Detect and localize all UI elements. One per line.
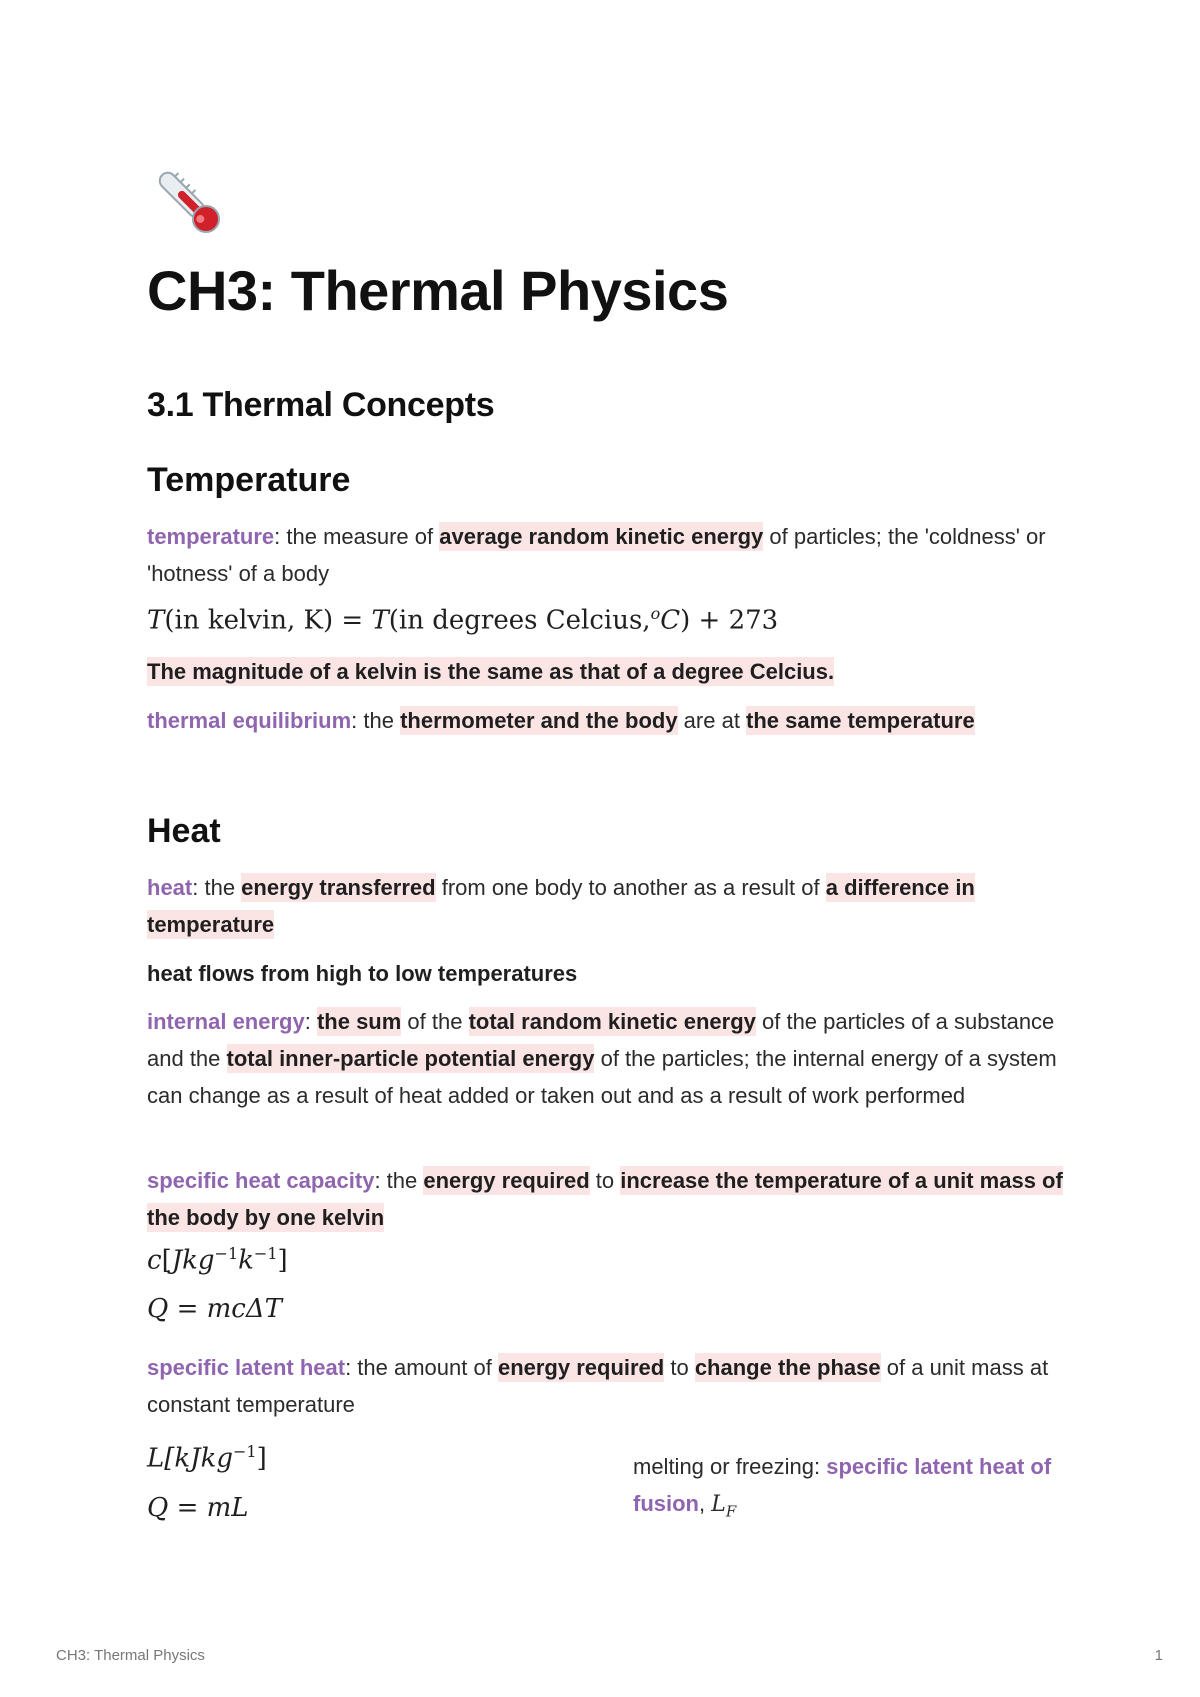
internal-energy-definition: internal energy: the sum of the total random kinetic energy of the particles of a substance and the total inner-particle potential energy of the particles; the internal energy of a system can change as a result of heat added or taken out and as a result of work performed [147,1009,1057,1108]
heat-definition: heat: the energy transferred from one body to another as a result of a difference in temperature [147,875,975,937]
specific-heat-equation: Q = mcΔT [147,1294,282,1324]
specific-heat-unit: $c[Jkg^{-1}k^{-1}]$ [147,1244,288,1276]
kelvin-note: The magnitude of a kelvin is the same as that of a degree Celcius. [147,659,835,684]
term-specific-heat-capacity: specific heat capacity [147,1168,375,1193]
heat-heading: Heat [147,812,221,850]
term-temperature: temperature [147,524,275,549]
temperature-definition: temperature: the measure of average random kinetic energy of particles; the 'coldness' or 'hotness' of a body [147,524,1046,586]
term-specific-latent-heat: specific latent heat [147,1355,346,1380]
temperature-heading: Temperature [147,461,351,499]
footer-title: CH3: Thermal Physics [56,1647,205,1664]
term-latent-heat-fusion: specific latent heat of fusion [633,1454,1052,1516]
page-title: CH3: Thermal Physics [147,259,729,322]
latent-heat-unit: L[kJkg$^{-1}$] [147,1442,267,1474]
term-thermal-equilibrium: thermal equilibrium [147,708,352,733]
term-heat: heat [147,875,193,900]
kelvin-equation: T(in kelvin, K) = T(in degrees Celcius,$^o$C) + 273 [147,604,779,636]
page-number: 1 [1154,1647,1163,1664]
section-heading: 3.1 Thermal Concepts [147,386,495,424]
latent-heat-fusion-note: melting or freezing: specific latent heat of fusion, $L_F$ [633,1454,1052,1521]
specific-heat-capacity-definition: specific heat capacity: the energy required to increase the temperature of a unit mass of the body by one kelvin [147,1168,1063,1230]
heat-flow-note: heat flows from high to low temperatures [147,961,578,986]
thermometer-icon [147,160,231,244]
highlight: average random kinetic energy [439,524,764,549]
latent-heat-equation: Q = mL [147,1493,249,1523]
thermal-equilibrium-definition: thermal equilibrium: the thermometer and the body are at the same temperature [147,708,975,733]
term-internal-energy: internal energy [147,1009,305,1034]
specific-latent-heat-definition: specific latent heat: the amount of energy required to change the phase of a unit mass at constant temperature [147,1355,1049,1417]
